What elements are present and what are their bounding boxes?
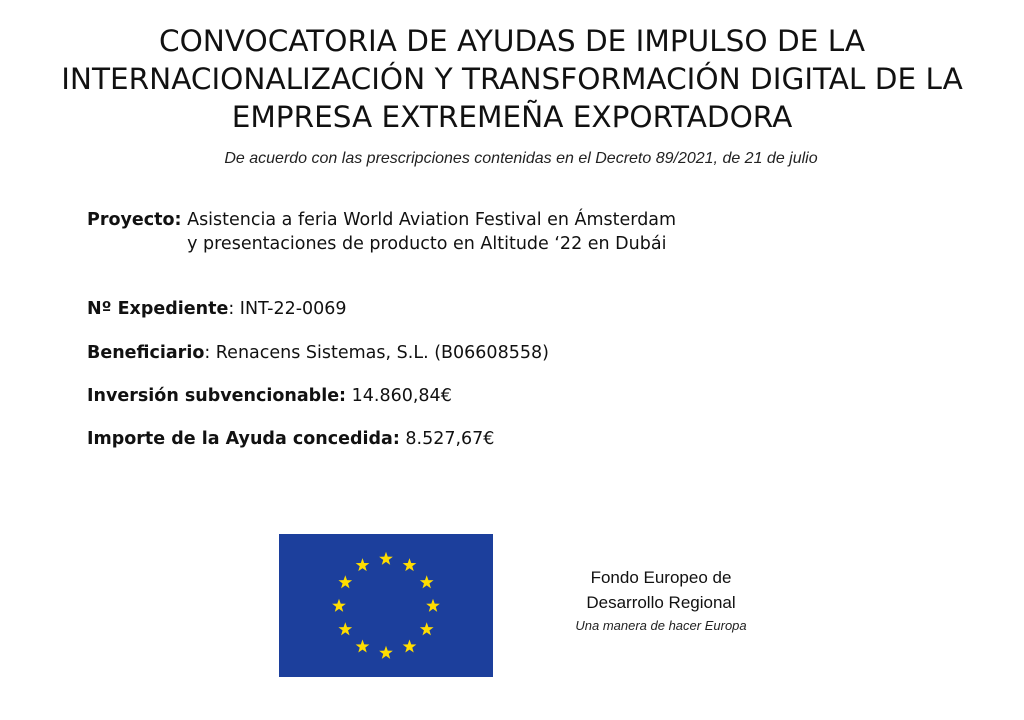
- eu-star-icon: [379, 646, 393, 659]
- inversion-label: Inversión subvencionable:: [87, 386, 347, 406]
- project-value: [187, 208, 676, 256]
- project-label: Proyecto:: [87, 210, 182, 230]
- erdf-fund-block: [541, 565, 781, 633]
- title-line-3: EMPRESA EXTREMEÑA EXPORTADORA: [231, 100, 793, 134]
- eu-star-icon: [338, 622, 352, 635]
- eu-star-icon: [356, 640, 370, 653]
- eu-star-icon: [426, 599, 440, 612]
- beneficiario-label: Beneficiario: [87, 343, 205, 363]
- eu-star-icon: [379, 552, 393, 565]
- beneficiario-field: [87, 341, 549, 365]
- title-line-2: INTERNACIONALIZACIÓN Y TRANSFORMACIÓN DIGITAL DE LA: [61, 62, 963, 96]
- fund-name-line-2: Desarrollo Regional: [586, 593, 736, 612]
- importe-field: [87, 427, 494, 451]
- inversion-value: 14.860,84€: [346, 386, 452, 406]
- importe-value: 8.527,67€: [399, 429, 495, 449]
- eu-star-icon: [332, 599, 346, 612]
- beneficiario-value: : Renacens Sistemas, S.L. (B06608558): [204, 343, 549, 363]
- eu-flag-graphic: [279, 534, 493, 677]
- eu-star-icon: [420, 575, 434, 588]
- eu-star-icon: [356, 558, 370, 571]
- eu-star-icon: [403, 640, 417, 653]
- eu-star-icon: [403, 558, 417, 571]
- fund-name-line-1: Fondo Europeo de: [590, 568, 732, 587]
- project-value-line-2: y presentaciones de producto en Altitude ‘22 en Dubái: [187, 234, 667, 254]
- eu-star-icon: [420, 622, 434, 635]
- project-value-line-1: Asistencia a feria World Aviation Festival en Ámsterdam: [187, 210, 677, 230]
- project-field: [87, 208, 676, 256]
- page-title: [0, 22, 1024, 136]
- eu-flag-icon: [279, 534, 493, 677]
- importe-label: Importe de la Ayuda concedida:: [87, 429, 400, 449]
- expediente-field: [87, 297, 347, 321]
- decree-subtitle: De acuerdo con las prescripciones contenidas en el Decreto 89/2021, de 21 de julio: [224, 150, 818, 167]
- fund-tagline: Una manera de hacer Europa: [575, 618, 747, 633]
- title-line-1: CONVOCATORIA DE AYUDAS DE IMPULSO DE LA: [158, 24, 865, 58]
- expediente-value: : INT-22-0069: [228, 299, 347, 319]
- expediente-label: Nº Expediente: [87, 299, 229, 319]
- eu-star-icon: [338, 575, 352, 588]
- inversion-field: [87, 384, 452, 408]
